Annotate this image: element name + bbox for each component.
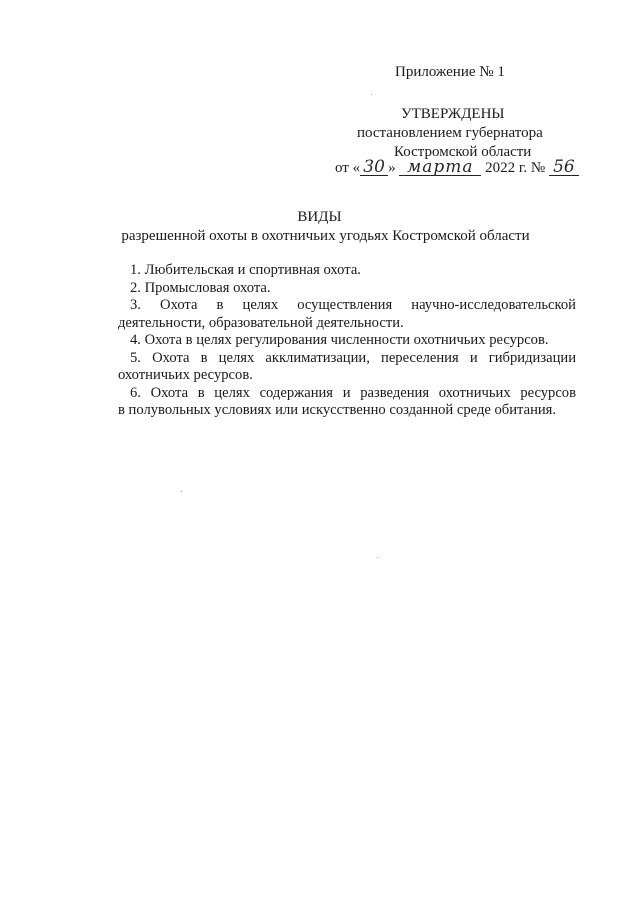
approval-region: Костромской области xyxy=(394,144,532,160)
document-subtitle: разрешенной охоты в охотничьих угодьях Костромской области xyxy=(121,228,530,244)
handwritten-month: марта xyxy=(399,159,481,176)
date-prefix: от « xyxy=(335,160,361,176)
scan-speck xyxy=(371,94,372,95)
approval-authority: постановлением губернатора xyxy=(357,125,543,141)
list-item: 4. Охота в целях регулирования численности охотничьих ресурсов. xyxy=(130,332,549,348)
list-item: 3. Охота в целях осуществления научно-исследовательской деятельности, образовательной деятельности. xyxy=(118,297,576,331)
list-item: 1. Любительская и спортивная охота. xyxy=(130,262,361,278)
scan-speck xyxy=(181,491,182,492)
approval-title: УТВЕРЖДЕНЫ xyxy=(401,106,505,122)
approval-date-line xyxy=(335,159,579,177)
document-title: ВИДЫ xyxy=(297,209,342,225)
date-quote-close: » xyxy=(388,160,396,176)
hunting-types-list xyxy=(118,262,576,420)
list-item: 5. Охота в целях акклиматизации, переселения и гибридизации охотничьих ресурсов. xyxy=(118,349,576,383)
appendix-number: Приложение № 1 xyxy=(395,64,505,80)
list-item: 6. Охота в целях содержания и разведения охотничьих ресурсов в полувольных условиях или искусственно созданной среде обитания. xyxy=(118,384,576,418)
handwritten-number: 56 xyxy=(549,159,579,176)
handwritten-day: 30 xyxy=(360,159,388,176)
date-year: 2022 г. № xyxy=(481,160,549,176)
list-item: 2. Промысловая охота. xyxy=(130,279,271,296)
scan-speck xyxy=(377,557,378,558)
